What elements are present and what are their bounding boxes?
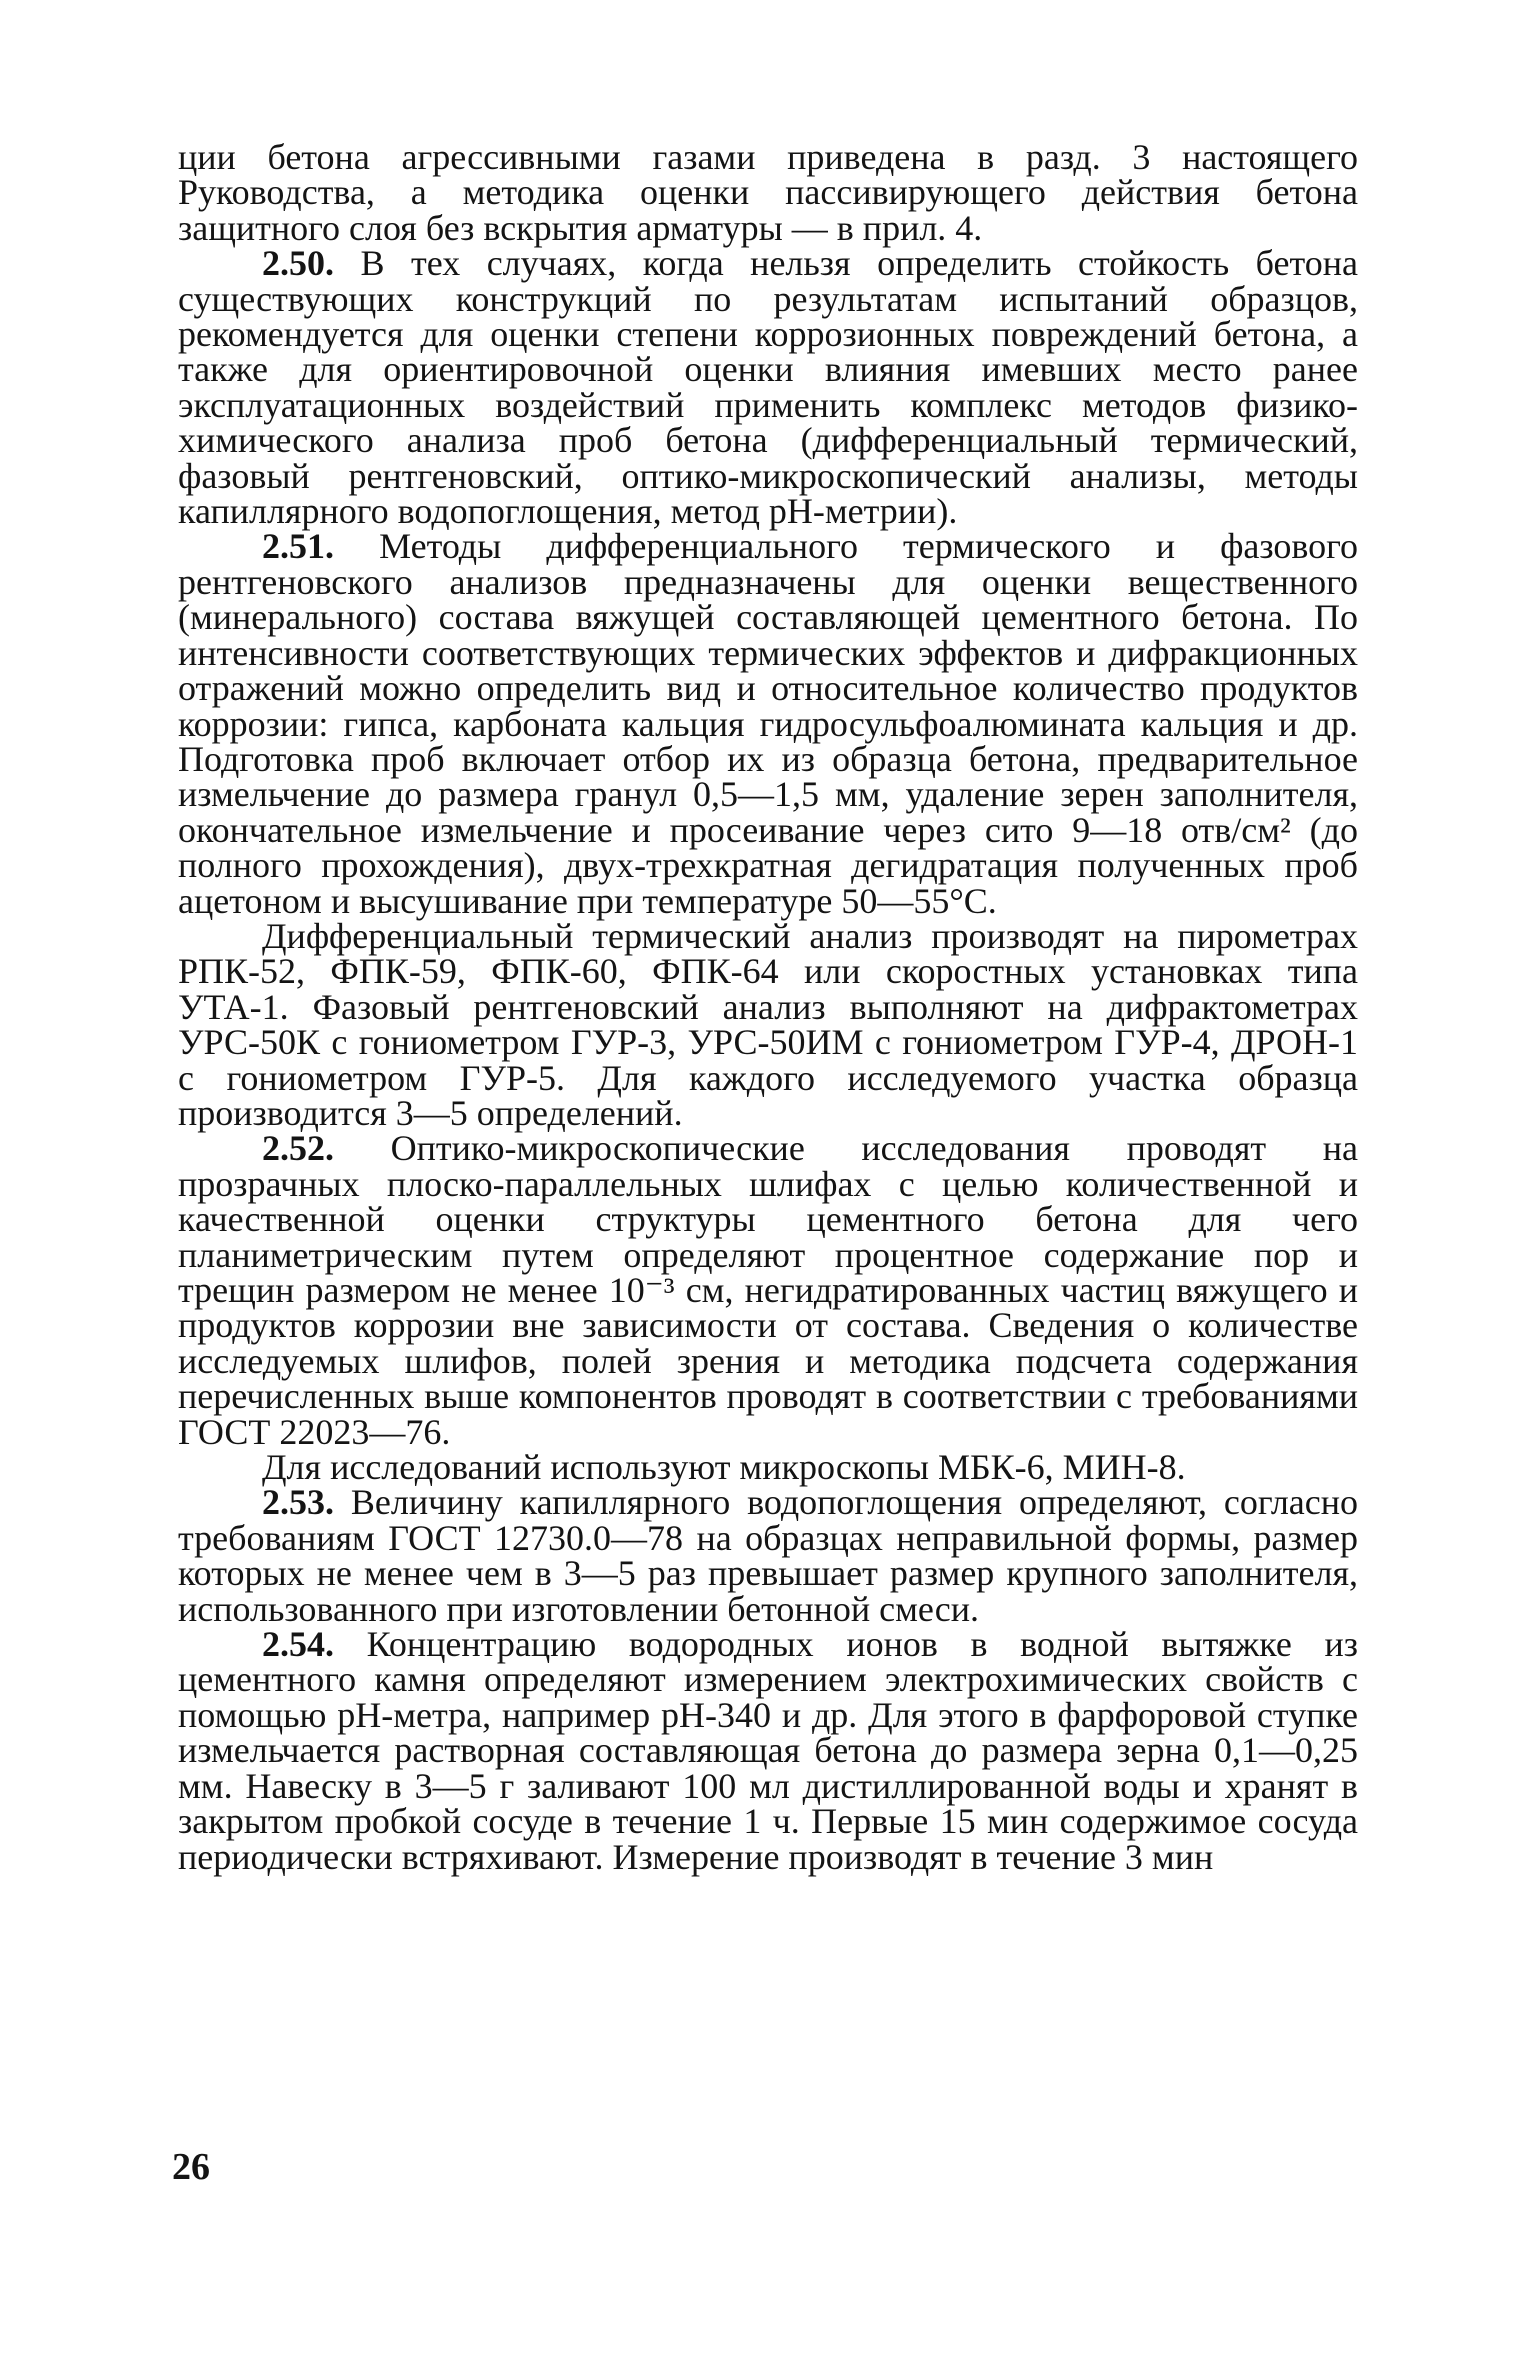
paragraph-text: Для исследований используют микроскопы МБК-6, МИН-8. xyxy=(262,1447,1186,1488)
page-body xyxy=(178,137,1359,1877)
page-number: 26 xyxy=(172,2146,210,2188)
paragraph-text: В тех случаях, когда нельзя определить стойкость бетона существующих конструкций по результатам испытаний образцов, рекомендуется для оценки степени коррозионных повреждений бетона, а также для ориентировочной оценки влияния имевших место ранее эксплуатационных воздействий применить комплекс методов физико-химического анализа проб бетона (дифференциальный термический, фазовый рентгеновский, оптико-микроскопический анализы, методы капиллярного водопоглощения, метод pH-метрии). xyxy=(178,243,1358,532)
paragraph-continuation xyxy=(178,137,1358,248)
paragraph-2-53 xyxy=(178,1482,1359,1629)
paragraph-number: 2.52. xyxy=(262,1128,334,1169)
paragraph-instruments xyxy=(178,915,1358,1133)
paragraph-number: 2.51. xyxy=(262,526,334,567)
paragraph-text: Величину капиллярного водопоглощения определяют, согласно требованиям ГОСТ 12730.0—78 на образцах неправильной формы, размер которых не менее чем в 3—5 раз превышает размер крупного заполнителя, использованного при изготовлении бетонной смеси. xyxy=(178,1482,1359,1629)
paragraph-2-54 xyxy=(178,1624,1359,1877)
paragraph-text: Методы дифференциального термического и фазового рентгеновского анализов предназначены для оценки вещественного (минерального) состава вяжущей составляющей цементного бетона. По интенсивности соответствующих термических эффектов и дифракционных отражений можно определить вид и относительное количество продуктов коррозии: гипса, карбоната кальция гидросульфоалюмината кальция и др. Подготовка проб включает отбор их из образца бетона, предварительное измельчение до размера гранул 0,5—1,5 мм, удаление зерен заполнителя, окончательное измельчение и просеивание через сито 9—18 отв/см² (до полного прохождения), двух-трехкратная дегидратация полученных проб ацетоном и высушивание при температуре 50—55°С. xyxy=(178,526,1359,921)
paragraph-number: 2.50. xyxy=(262,243,334,284)
paragraph-number: 2.54. xyxy=(262,1624,334,1665)
paragraph-text: ции бетона агрессивными газами приведена в разд. 3 настоящего Руководства, а методика оценки пассивирующего действия бетона защитного слоя без вскрытия арматуры — в прил. 4. xyxy=(178,137,1358,248)
paragraph-text: Дифференциальный термический анализ производят на пирометрах РПК-52, ФПК-59, ФПК-60, ФПК-64 или скоростных установках типа УТА-1. Фазовый рентгеновский анализ выполняют на дифрактометрах УРС-50К с гониометром ГУР-3, УРС-50ИМ с гониометром ГУР-4, ДРОН-1 с гониометром ГУР-5. Для каждого исследуемого участка образца производится 3—5 определений. xyxy=(178,915,1358,1133)
paragraph-text: Концентрацию водородных ионов в водной вытяжке из цементного камня определяют измерением электрохимических свойств с помощью pH-метра, например pH-340 и др. Для этого в фарфоровой ступке измельчается растворная составляющая бетона до размера зерна 0,1—0,25 мм. Навеску в 3—5 г заливают 100 мл дистиллированной воды и хранят в закрытом пробкой сосуде в течение 1 ч. Первые 15 мин содержимое сосуда периодически встряхивают. Измерение производят в течение 3 мин xyxy=(178,1624,1359,1877)
paragraph-2-51 xyxy=(178,526,1359,921)
paragraph-text: Оптико-микроскопические исследования проводят на прозрачных плоско-параллельных шлифах с целью количественной и качественной оценки структуры цементного бетона для чего планиметрическим путем определяют процентное содержание пор и трещин размером не менее 10⁻³ см, негидратированных частиц вяжущего и продуктов коррозии вне зависимости от состава. Сведения о количестве исследуемых шлифов, полей зрения и методика подсчета содержания перечисленных выше компонентов проводят в соответствии с требованиями ГОСТ 22023—76. xyxy=(178,1128,1358,1452)
paragraph-microscopes xyxy=(178,1447,1358,1488)
paragraph-number: 2.53. xyxy=(262,1482,334,1523)
paragraph-2-52 xyxy=(178,1128,1358,1452)
paragraph-2-50 xyxy=(178,243,1358,532)
